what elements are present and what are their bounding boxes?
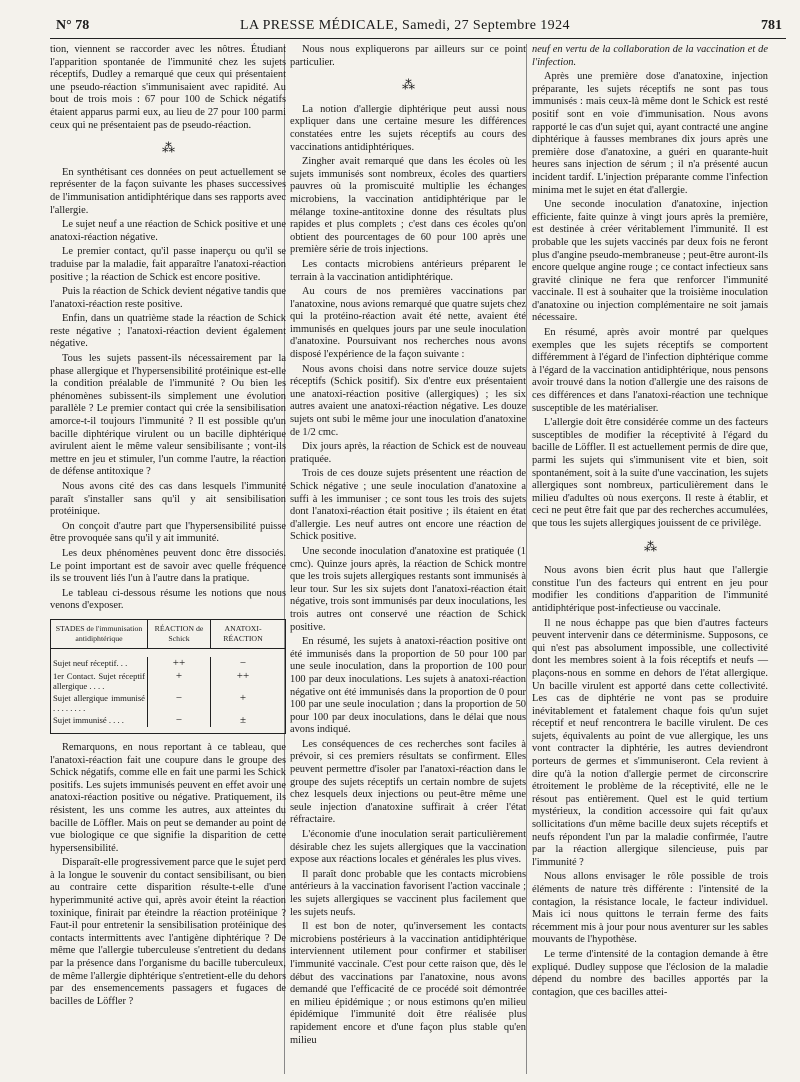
section-asterism: ⁂ — [402, 77, 414, 93]
table-header — [51, 620, 285, 649]
table-cell: − — [148, 714, 211, 727]
paragraph: En synthétisant ces données on peut actuellement se représenter de la façon suivante les phases successives de l'immunisation antidiphtérique dans ses rapports avec l'allergie. — [50, 166, 286, 216]
table-header-schick: RÉACTION de Schick — [148, 620, 211, 648]
page-number: 781 — [761, 18, 782, 33]
paragraph: Au cours de nos premières vaccinations par l'anatoxine, nous avions remarqué que quatre sujets chez qui la protéino-réaction avait été nette, avaient été immunisés en quelques jours par une seule inoculation d'anatoxine. Poursuivant nos recherches nous avons disposé l'expérience de la façon suivante : — [290, 286, 526, 361]
paragraph: Dix jours après, la réaction de Schick est de nouveau pratiquée. — [290, 441, 526, 465]
paragraph: tion, viennent se raccorder avec les nôtres. Étudiant l'apparition spontanée de l'immunité chez les sujets réceptifs, Dudley a remarqué que ceux qui présentaient une pseudo-réaction s'immunisaient avec rapidité. Au bout de trois mois : 67 pour 100 de Schick négatifs étaient apparus parmi eux, au lieu de 27 pour 100 parmi ceux qui ne présentaient pas de pseudo-réaction. — [50, 44, 286, 131]
paragraph: Zingher avait remarqué que dans les écoles où les sujets immunisés sont nombreux, écoles des quartiers pauvres où la promiscuité multiplie les échanges microbiens, la vaccination antidiphtérique par le mélange toxine-antitoxine donne des résultats plus rapides et plus complets ; c'est dans ces écoles qu'on obtient des pourcentages de 60 pour 100 après une première série de trois injections. — [290, 156, 526, 256]
paragraph: Puis la réaction de Schick devient négative tandis que l'anatoxi-réaction reste positive. — [50, 286, 286, 310]
header-rule — [50, 38, 786, 39]
column-divider — [526, 44, 527, 1074]
paragraph: Nous avons cité des cas dans lesquels l'immunité paraît s'installer sans qu'il y ait sensibilisation protéinique. — [50, 481, 286, 518]
table-cell: ++ — [236, 669, 250, 682]
paragraph: Remarquons, en nous reportant à ce tableau, que l'anatoxi-réaction fait une coupure dans le groupe des Schick négatifs, comme elle en fait une parmi les Schick positifs. Les sujets immunisés peuvent en effet avoir une anatoxi-réaction positive ou négative. Pratiquement, ils résistent, les uns comme les autres, aux atteintes du bacille de Löffler. Mais on peut se demander au point de vue biologique ce que signifie la disparition de cette hypersensibilité. — [50, 741, 286, 854]
table-cell: + — [148, 670, 211, 692]
table-cell: Sujet neuf réceptif. . . — [51, 657, 148, 670]
table-header-stades: STADES de l'immunisation antidiphtérique — [51, 620, 148, 648]
table-row — [51, 670, 285, 692]
paragraph: Il ne nous échappe pas que bien d'autres facteurs peuvent intervenir dans ce déterminisme. Supposons, ce qui n'est pas absolument impossible, une collectivité dont les membres soient à la fois réceptifs et neufs — plaçons-nous en somme en dehors de l'état allergique. Un bacille virulent est apporté dans cette collectivité. Les cas de diphtérie ne vont pas se produire inévitablement et fatalement chaque fois qu'un sujet réceptif et neuf rencontrera le bacille virulent. De ces sujets, équivalents au point de vue allergique, les uns vont contracter la diphtérie, les autres deviendront porteurs de germes et s'immuniseront. Cela revient à dire qu'à la notion d'allergie permet de circonscrire étroitement le problème de la réceptivité, elle ne le résout pas entièrement. Quel est le quid tertium mystérieux, la condition accessoire qui fait qu'aux sollicitations d'un même bacille deux sujets réceptifs et neufs répondent l'un par la maladie confirmée, l'autre par la réaction allergique silencieuse, puis par l'immunité ? — [532, 617, 768, 868]
paragraph: Une seconde inoculation d'anatoxine est pratiquée (1 cmc). Quinze jours après, la réaction de Schick montre que les trois sujets allergiques restants sont immunisés à leur tour. Sur les six sujets dont l'anatoxi-réaction était négative, trois sont immunisés par deux inoculations, les trois autres ont conservé une réaction de Schick positive. — [290, 545, 526, 633]
paragraph: Nous avons choisi dans notre service douze sujets réceptifs (Schick positif). Six d'entre eux présentaient une anatoxi-réaction positive (allergiques) ; les six autres avaient une anatoxi-réaction négative. Les douze sujets ont subi le même jour une inoculation d'anatoxine de 1/2 cmc. — [290, 363, 526, 438]
section-asterism: ⁂ — [644, 538, 656, 554]
paragraph: Le tableau ci-dessous résume les notions que nous venons d'exposer. — [50, 587, 286, 612]
paragraph: L'allergie doit être considérée comme un des facteurs susceptibles de modifier la réceptivité à l'égard du bacille de Löffler. Il est actuellement permis de dire que, parmi les sujets qui s'immunisent vite et bien, soit spontanément, soit à la suite d'une vaccination, les sujets allergiques sont nombreux, particulièrement dans le milieu d'adultes où nous exerçons. Il reste à établir, et ceci ne peut être fait que par des recherches accumulées, que tous les sujets allergiques jouissent de ce privilège. — [532, 417, 768, 529]
table-row — [51, 714, 285, 727]
paragraph: Il paraît donc probable que les contacts microbiens antérieurs à la vaccination favorisent l'action vaccinale ; les sujets allergiques se vaccinent plus facilement que les sujets neufs. — [290, 868, 526, 918]
table-cell: − — [239, 656, 247, 669]
table-cell: ++ — [148, 657, 211, 670]
page-header — [0, 0, 800, 40]
table-header-anatoxi: ANATOXI-RÉACTION — [223, 623, 263, 643]
table-cell: Sujet immunisé . . . . — [51, 714, 148, 727]
journal-title: LA PRESSE MÉDICALE, Samedi, 27 Septembre 1924 — [240, 18, 570, 33]
table-row — [51, 657, 285, 670]
paragraph: Les contacts microbiens antérieurs préparent le terrain à la vaccination antidiphtérique. — [290, 258, 526, 283]
paragraph: Les deux phénomènes peuvent donc être dissociés. Le point important est de savoir avec quelle fréquence ils se trouvent liés l'un à l'autre dans la pratique. — [50, 547, 286, 585]
paragraph: En résumé, les sujets à anatoxi-réaction positive ont été immunisés dans la proportion de 50 pour 100 par une seule inoculation, dans la proportion de 100 pour 100 par deux inoculations. Les sujets à anatoxi-réaction négative ont été immunisés dans la proportion de 0 pour 100 par une seule inoculation ; dans la proportion de 50 pour 100 par deux inoculations, dans le délai que nous avons indiqué. — [290, 636, 526, 736]
table-row — [51, 692, 285, 714]
paragraph: En résumé, après avoir montré par quelques exemples que les sujets réceptifs se comportent différemment à l'égard de l'infection diphtérique comme à l'égard de la vaccination antidiphtérique, nous pensons avoir trouvé dans la notion d'allergie une des raisons de ces différences et dans l'anatoxi-réaction une technique susceptible de les matérialiser. — [532, 327, 768, 414]
table-body — [51, 649, 285, 733]
paragraph: Une seconde inoculation d'anatoxine, injection efficiente, faite quinze à vingt jours après la première, est destinée à créer véritablement l'immunité. Il est probable que les sujets vaccinés par deux fois ne feront plus d'angine pseudo-membraneuse ; peut-être auront-ils encore quelque angine rouge ; ce contact infectieux sans gravité clinique ne fera que renforcer l'immunité vaccinale. Il est à souhaiter que la troisième inoculation d'anatoxine ou injection complémentaire ne soit jamais nécessaire. — [532, 199, 768, 324]
paragraph: On conçoit d'autre part que l'hypersensibilité puisse être provoquée sans qu'il y ait immunité. — [50, 520, 286, 545]
paragraph: Le premier contact, qu'il passe inaperçu ou qu'il se traduise par la maladie, fait apparaître l'anatoxi-réaction positive ; la réaction de Schick est encore positive. — [50, 246, 286, 283]
table-cell: 1er Contact. Sujet réceptif allergique . . . . — [51, 670, 148, 692]
column-1 — [50, 44, 286, 1010]
paragraph: Enfin, dans un quatrième stade la réaction de Schick reste négative ; l'anatoxi-réaction devient également négative. — [50, 313, 286, 350]
paragraph: Les conséquences de ces recherches sont faciles à prévoir, si ces premiers résultats se confirment. Elles peuvent permettre d'isoler par l'anatoxi-réaction dans le groupe des sujets réceptifs un certain nombre de sujets chez lesquels deux injections ou peut-être même une seule injection d'anatoxine suffirait à créer l'état réfractaire. — [290, 738, 526, 826]
paragraph: Disparaît-elle progressivement parce que le sujet perd à la longue le souvenir du contact sensibilisant, ou bien au contraire cette disparition résulte-t-elle d'une hyperimmunité active qui, après avoir éteint la réaction toxinique, finirait par éteindre la réaction protéinique ? Faut-il pour entretenir la sensibilisation protéinique des contacts intermittents avec l'antigène diphtérique ? De même que l'allergie tuberculeuse s'entretient du dedans par la présence dans l'organisme du bacille tuberculeux, de même l'allergie diphtérique s'entretient-elle du dehors par des ensemencements passagers et fugaces de bacilles de Löffler ? — [50, 857, 286, 1007]
paragraph: La notion d'allergie diphtérique peut aussi nous expliquer dans une certaine mesure les différences constatées entre les sujets réceptifs au cours des vaccinations antidiphtériques. — [290, 103, 526, 153]
section-asterism: ⁂ — [162, 140, 174, 156]
paragraph: Le sujet neuf a une réaction de Schick positive et une anatoxi-réaction négative. — [50, 219, 286, 243]
paragraph: Nous nous expliquerons par ailleurs sur ce point particulier. — [290, 44, 526, 68]
immunisation-table — [50, 619, 286, 734]
column-2 — [290, 44, 526, 1049]
paragraph: Trois de ces douze sujets présentent une réaction de Schick négative ; une seule inoculation d'anatoxine a suffi à les immuniser ; ce sont tous les trois des sujets dont l'anatoxi-réaction était positive ; ils étaient en état d'allergie. Les neuf autres ont encore une réaction de Schick positive. — [290, 468, 526, 543]
paragraph: Après une première dose d'anatoxine, injection préparante, les sujets réceptifs ne sont pas tous immunisés : mais ceux-là même dont le Schick est resté positif sont en voie d'immunisation. Nous avons rapporté le cas d'un sujet qui, ayant contracté une angine diphtérique à fausses membranes dix jours après une première dose d'anatoxine, a guéri en quarante-huit heures sans injection de sérum ; il n'a présenté aucun incident tardif. L'injection préparante comme l'infection minima met le sujet en état d'allergie. — [532, 71, 768, 196]
table-cell: − — [148, 692, 211, 714]
column-3 — [532, 44, 768, 1001]
issue-number: N° 78 — [56, 18, 90, 33]
paragraph: Nous avons bien écrit plus haut que l'allergie constitue l'un des facteurs qui entrent en jeu pour modifier les conditions d'apparition de l'immunité antidiphtérique post-infectieuse ou vaccinale. — [532, 565, 768, 614]
paragraph: neuf en vertu de la collaboration de la vaccination et de l'infection. — [532, 44, 768, 68]
paragraph: L'économie d'une inoculation serait particulièrement désirable chez les sujets allergiques que la vaccination expose aux réactions locales et générales les plus vives. — [290, 829, 526, 866]
table-cell: Sujet allergique immunisé . . . . . . . . — [51, 692, 148, 714]
paragraph: Le terme d'intensité de la contagion demande à être expliqué. Dudley suppose que l'éclosion de la maladie dépend du nombre des bacilles apportés par la contagion, que ces bacilles attei- — [532, 948, 768, 998]
paragraph: Tous les sujets passent-ils nécessairement par la phase allergique et l'hypersensibilité protéinique est-elle la condition préalable de l'immunité ? Ou bien les phénomènes subissent-ils simplement une évolution parallèle ? Le premier contact qui crée la sensibilisation amorce-t-il toujours l'immunité ? Il est possible qu'un bacille diphtérique virulent ou un bacille diphtérique avirulent aient le même valeur sensibilisante ; vont-ils mettre en jeu et stimuler, l'un comme l'autre, la réaction de défense antitoxique ? — [50, 353, 286, 478]
table-cell: + — [239, 691, 247, 704]
paragraph: Il est bon de noter, qu'inversement les contacts microbiens postérieurs à la vaccination antidiphtérique interviennent utilement pour confirmer et stabiliser l'immunité vaccinale. C'est pour cette raison que, dès le début des vaccinations par l'anatoxine, nous avons demandé que l'efficacité de ce procédé soit démontrée en milieu épidémique ; or nous estimons qu'en milieu épidémique l'immunité doit être réalisée plus rapidement encore et d'une façon plus stable qu'en milieu — [290, 921, 526, 1046]
table-cell: ± — [239, 713, 247, 726]
paragraph: Nous allons envisager le rôle possible de trois éléments de nature très différente : l'intensité de la contagion, la résistance locale, le facteur individuel. Mais ici nous quittons le terrain ferme des faits récemment mis à jour pour nous aventurer sur les sables mouvants de l'hypothèse. — [532, 871, 768, 946]
